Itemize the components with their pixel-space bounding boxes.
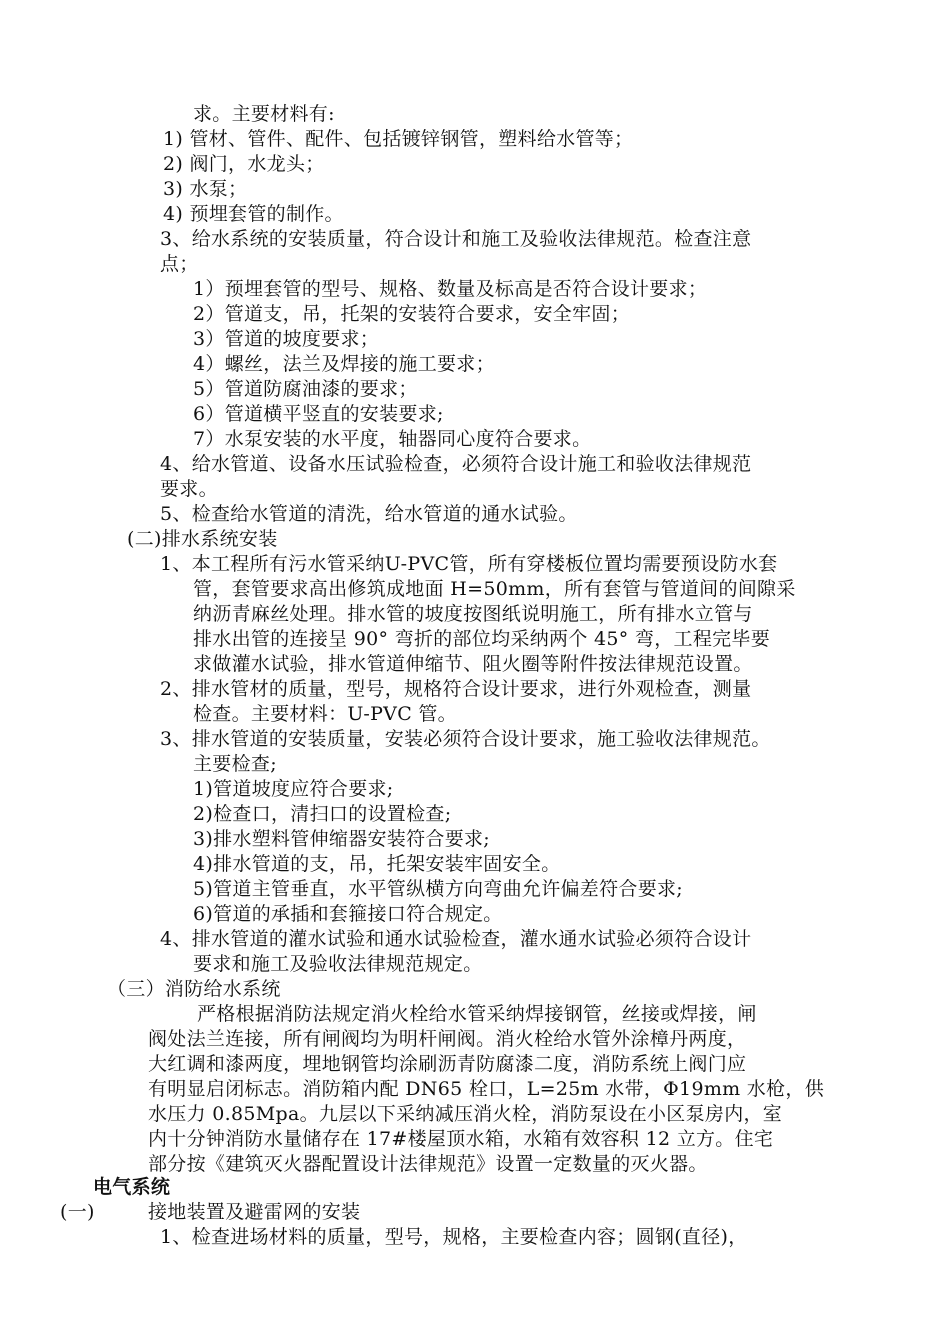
list-item: 2、排水管材的质量，型号，规格符合设计要求，进行外观检查，测量 [160, 678, 752, 700]
text-line: 要求和施工及验收法律规范规定。 [193, 953, 483, 975]
section-heading: 接地装置及避雷网的安装 [148, 1201, 361, 1223]
paragraph-line: 内十分钟消防水量储存在 17#楼屋顶水箱，水箱有效容积 12 立方。住宅 [148, 1128, 774, 1150]
list-item: 3、给水系统的安装质量，符合设计和施工及验收法律规范。检查注意 [160, 228, 752, 250]
text-line: 排水出管的连接呈 90° 弯折的部位均采纳两个 45° 弯，工程完毕要 [193, 628, 771, 650]
text-line: 主要检查; [193, 753, 277, 775]
text-line: 管，套管要求高出修筑成地面 H=50mm，所有套管与管道间的间隙采 [193, 578, 796, 600]
list-item: 4、排水管道的灌水试验和通水试验检查，灌水通水试验必须符合设计 [160, 928, 752, 950]
list-item: 1）预埋套管的型号、规格、数量及标高是否符合设计要求； [193, 278, 708, 300]
list-item: 6）管道横平竖直的安装要求; [193, 403, 444, 425]
text-line: 检查。主要材料：U-PVC 管。 [193, 703, 457, 725]
list-item: 7）水泵安装的水平度，轴器同心度符合要求。 [193, 428, 592, 450]
paragraph-line: 大红调和漆两度，埋地钢管均涂刷沥青防腐漆二度，消防系统上阀门应 [148, 1053, 747, 1075]
section-heading: (二)排水系统安装 [127, 528, 278, 550]
list-item: 5）管道防腐油漆的要求； [193, 378, 418, 400]
list-item: 2) 阀门，水龙头； [163, 153, 325, 175]
list-item: 5、检查给水管道的清洗，给水管道的通水试验。 [160, 503, 578, 525]
text-line: 点； [160, 253, 199, 275]
paragraph-line: 水压力 0.85Mpa。九层以下采纳减压消火栓，消防泵设在小区泵房内，室 [148, 1103, 783, 1125]
paragraph-line: 严格根据消防法规定消火栓给水管采纳焊接钢管，丝接或焊接，闸 [197, 1003, 757, 1025]
list-item: 1) 管材、管件、配件、包括镀锌钢管，塑料给水管等； [163, 128, 634, 150]
text-line: 纳沥青麻丝处理。排水管的坡度按图纸说明施工，所有排水立管与 [193, 603, 753, 625]
list-item: 5)管道主管垂直，水平管纵横方向弯曲允许偏差符合要求; [193, 878, 684, 900]
list-item: 1、检查进场材料的质量，型号，规格，主要检查内容；圆钢(直径)， [160, 1226, 748, 1248]
list-item: 6)管道的承插和套箍接口符合规定。 [193, 903, 503, 925]
list-item: 3、排水管道的安装质量，安装必须符合设计要求，施工验收法律规范。 [160, 728, 771, 750]
list-item: 4、给水管道、设备水压试验检查，必须符合设计施工和验收法律规范 [160, 453, 752, 475]
list-item: 4)排水管道的支，吊，托架安装牢固安全。 [193, 853, 561, 875]
list-item: 3)排水塑料管伸缩器安装符合要求; [193, 828, 491, 850]
list-item: 2）管道支，吊，托架的安装符合要求，安全牢固； [193, 303, 630, 325]
chapter-heading: 电气系统 [93, 1176, 171, 1198]
paragraph-line: 阀处法兰连接，所有闸阀均为明杆闸阀。消火栓给水管外涂樟丹两度， [148, 1028, 747, 1050]
list-item: 4）螺丝，法兰及焊接的施工要求； [193, 353, 495, 375]
text-line: 求做灌水试验，排水管道伸缩节、阻火圈等附件按法律规范设置。 [193, 653, 753, 675]
list-item: 1、本工程所有污水管采纳U-PVC管，所有穿楼板位置均需要预设防水套 [160, 553, 778, 575]
list-item: 3) 水泵； [163, 178, 248, 200]
list-item: 1)管道坡度应符合要求; [193, 778, 394, 800]
section-number: (一) [60, 1201, 95, 1223]
section-heading: （三）消防给水系统 [107, 978, 281, 1000]
list-item: 4) 预埋套管的制作。 [163, 203, 344, 225]
paragraph-line: 有明显启闭标志。消防箱内配 DN65 栓口，L=25m 水带，Φ19mm 水枪，供 [148, 1078, 825, 1100]
list-item: 3）管道的坡度要求； [193, 328, 380, 350]
text-line: 求。主要材料有: [193, 103, 335, 125]
list-item: 2)检查口，清扫口的设置检查; [193, 803, 452, 825]
text-line: 要求。 [160, 478, 218, 500]
paragraph-line: 部分按《建筑灭火器配置设计法律规范》设置一定数量的灭火器。 [148, 1153, 708, 1175]
